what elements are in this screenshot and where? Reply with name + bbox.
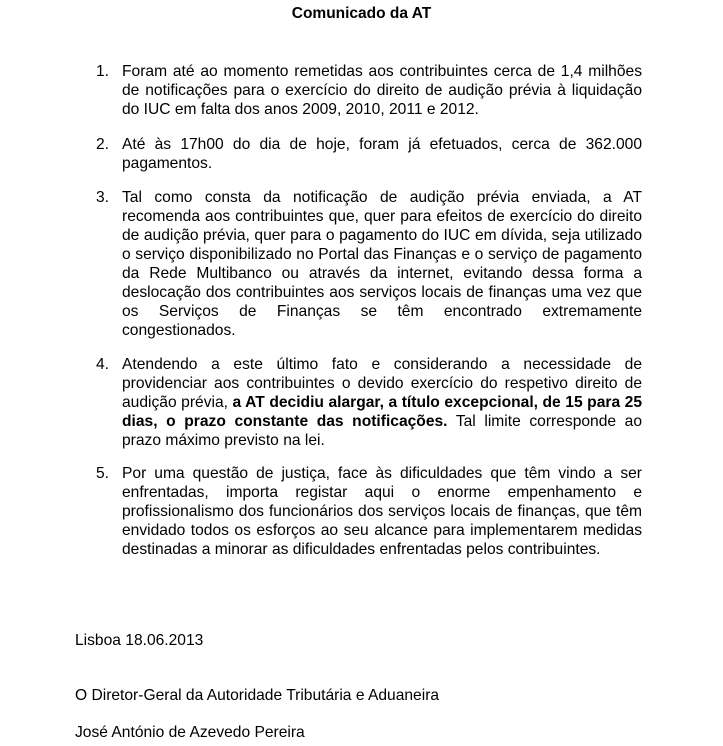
list-item-text-start: Atendendo a este último fato e considerando a necessidade de providenciar aos contribuintes o devido exercício do respetivo direito de audição prévia, [122, 356, 642, 411]
list-item-number: 4. [96, 356, 110, 373]
list-item-text: Foram até ao momento remetidas aos contribuintes cerca de 1,4 milhões de notificações para o exercício do direito de audição prévia à liquidação do IUC em falta dos anos 2009, 2010, 2011 e 2012. [122, 63, 642, 118]
document-title: Comunicado da AT [291, 5, 432, 22]
list-item-number: 3. [96, 189, 110, 206]
list-item-text-end: Tal limite corresponde ao prazo máximo previsto na lei. [122, 413, 642, 449]
list-item-text [122, 355, 642, 450]
list-item-number: 5. [96, 465, 110, 482]
list-item-text: Por uma questão de justiça, face às dificuldades que têm vindo a ser enfrentadas, importa registar aqui o enorme empenhamento e profissionalismo dos funcionários dos serviços locais de finanças, que têm envidado todos os esforços ao seu alcance para implementarem medidas destinadas a minorar as dificuldades enfrentadas pelos contribuintes. [122, 465, 642, 558]
list-item-number: 1. [96, 63, 110, 80]
list-item-text: Até às 17h00 do dia de hoje, foram já efetuados, cerca de 362.000 pagamentos. [122, 136, 642, 172]
signatory-title: O Diretor-Geral da Autoridade Tributária e Aduaneira [75, 687, 440, 704]
list-item-number: 2. [96, 136, 110, 153]
place-date: Lisboa 18.06.2013 [75, 632, 204, 649]
list-item-text-bold: a AT decidiu alargar, a título excepcional, de 15 para 25 dias, o prazo constante das notificações. [122, 394, 643, 430]
signatory-name: José António de Azevedo Pereira [75, 724, 305, 741]
list-item-text: Tal como consta da notificação de audição prévia enviada, a AT recomenda aos contribuintes que, quer para efeitos de exercício do direito de audição prévia, quer para o pagamento do IUC em dívida, seja utilizado o serviço disponibilizado no Portal das Finanças e o serviço de pagamento da Rede Multibanco ou através da internet, evitando dessa forma a deslocação dos contribuintes aos serviços locais de finanças uma vez que os Serviços de Finanças se têm encontrado extremamente congestionados. [122, 189, 642, 339]
